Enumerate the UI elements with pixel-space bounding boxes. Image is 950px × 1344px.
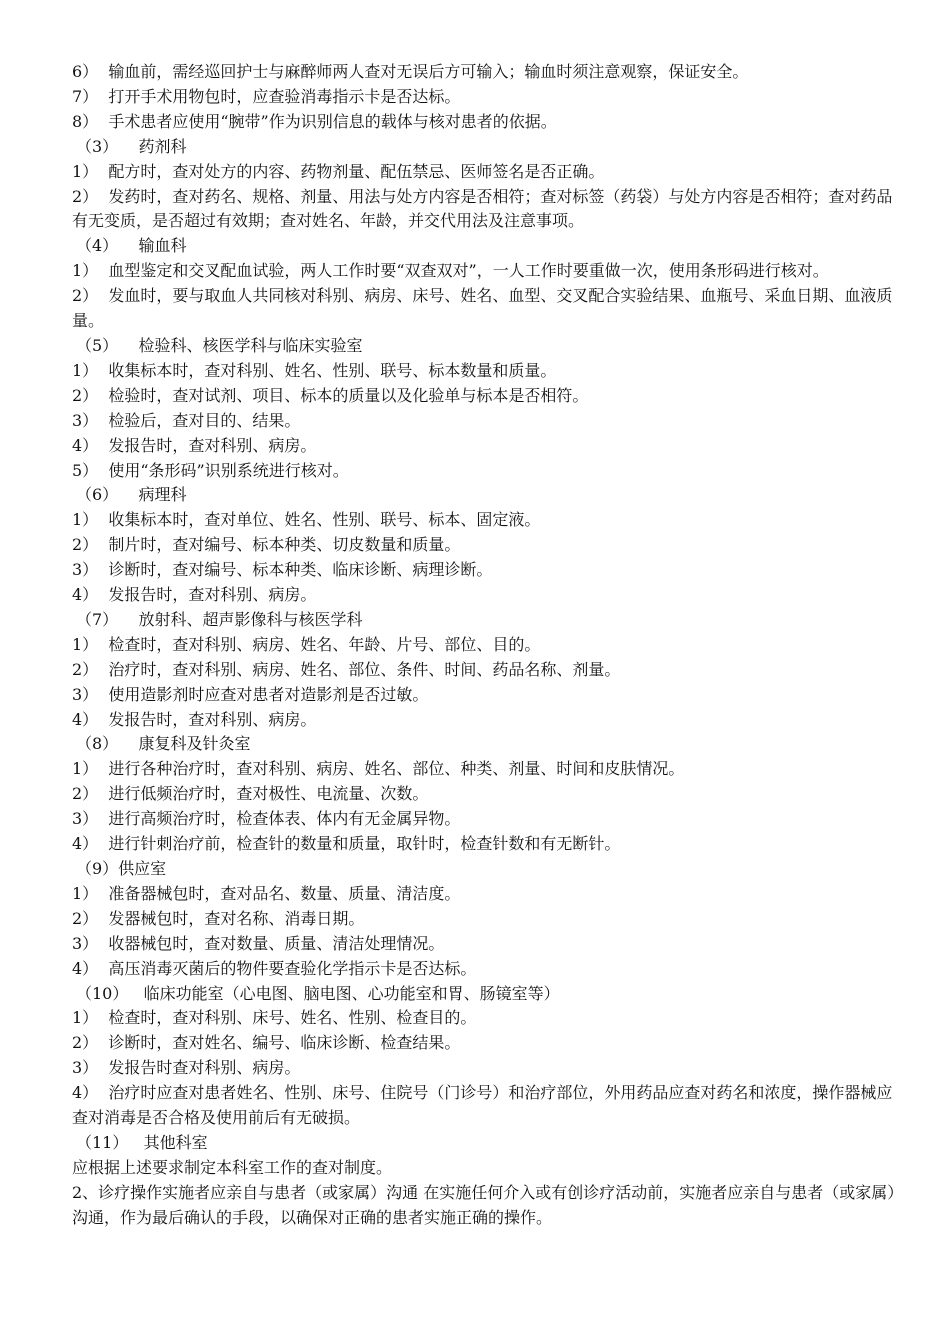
list-item: 2、诊疗操作实施者应亲自与患者（或家属）沟通 在实施任何介入或有创诊疗活动前，实施者应亲自与患者（或家属）沟通，作为最后确认的手段，以确保对正确的患者实施正确的操作。: [72, 1182, 896, 1227]
section-heading: （9）供应室: [76, 859, 167, 878]
list-item: 1） 进行各种治疗时，查对科别、病房、姓名、部位、种类、剂量、时间和皮肤情况。: [72, 759, 685, 779]
list-item: 1） 检查时，查对科别、病房、姓名、年龄、片号、部位、目的。: [72, 634, 541, 654]
list-item: 3） 诊断时，查对编号、标本种类、临床诊断、病理诊断。: [72, 560, 493, 580]
list-item: 应根据上述要求制定本科室工作的查对制度。: [72, 1157, 393, 1177]
list-item: 1） 血型鉴定和交叉配血试验，两人工作时要“双查双对”，一人工作时要重做一次，使用条形码进行核对。: [72, 261, 829, 281]
list-item: 4） 发报告时，查对科别、病房。: [72, 435, 317, 455]
list-item: 2） 检验时，查对试剂、项目、标本的质量以及化验单与标本是否相符。: [72, 385, 589, 405]
list-item: 1） 检查时，查对科别、床号、姓名、性别、检查目的。: [72, 1008, 477, 1028]
section-heading: （8） 康复科及针灸室: [76, 734, 251, 754]
section-heading: （7） 放射科、超声影像科与核医学科: [76, 609, 363, 629]
list-item: 1） 配方时，查对处方的内容、药物剂量、配伍禁忌、医师签名是否正确。: [72, 161, 605, 181]
list-item: 3） 使用造影剂时应查对患者对造影剂是否过敏。: [72, 684, 429, 704]
section-heading: （6） 病理科: [76, 485, 187, 505]
list-item: 3） 发报告时查对科别、病房。: [72, 1058, 301, 1078]
section-heading: （11） 其他科室: [76, 1132, 208, 1152]
list-item: 3） 进行高频治疗时，检查体表、体内有无金属异物。: [72, 809, 461, 829]
section-heading: （5） 检验科、核医学科与临床实验室: [76, 335, 363, 355]
section-heading: （4） 输血科: [76, 236, 187, 256]
list-item: 2） 发药时，查对药名、规格、剂量、用法与处方内容是否相符；查对标签（药袋）与处方内容是否相符；查对药品有无变质，是否超过有效期；查对姓名、年龄，并交代用法及注意事项。: [72, 186, 893, 231]
list-item: 2） 制片时，查对编号、标本种类、切皮数量和质量。: [72, 535, 461, 555]
section-heading: （10） 临床功能室（心电图、脑电图、心功能室和胃、肠镜室等）: [76, 983, 560, 1003]
list-item: 3） 收器械包时，查对数量、质量、清洁处理情况。: [72, 933, 445, 953]
list-item: 4） 发报告时，查对科别、病房。: [72, 585, 317, 605]
list-item: 2） 诊断时，查对姓名、编号、临床诊断、检查结果。: [72, 1033, 461, 1053]
list-item: 7） 打开手术用物包时，应查验消毒指示卡是否达标。: [72, 86, 461, 106]
list-item: 4） 高压消毒灭菌后的物件要查验化学指示卡是否达标。: [72, 958, 477, 978]
list-item: 4） 发报告时，查对科别、病房。: [72, 709, 317, 729]
list-item: 2） 治疗时，查对科别、病房、姓名、部位、条件、时间、药品名称、剂量。: [72, 659, 621, 679]
list-item: 1） 收集标本时，查对单位、姓名、性别、联号、标本、固定液。: [72, 510, 541, 530]
list-item: 6） 输血前，需经巡回护士与麻醉师两人查对无误后方可输入；输血时须注意观察，保证安全。: [72, 62, 749, 81]
list-item: 2） 进行低频治疗时，查对极性、电流量、次数。: [72, 784, 429, 804]
document-page: [54, 60, 896, 1231]
list-item: 3） 检验后，查对目的、结果。: [72, 410, 301, 430]
section-heading: （3） 药剂科: [76, 136, 187, 156]
list-item: 1） 收集标本时，查对科别、姓名、性别、联号、标本数量和质量。: [72, 360, 557, 380]
list-item: 8） 手术患者应使用“腕带”作为识别信息的载体与核对患者的依据。: [72, 111, 557, 131]
list-item: 1） 准备器械包时，查对品名、数量、质量、清洁度。: [72, 883, 461, 903]
list-item: 4） 治疗时应查对患者姓名、性别、床号、住院号（门诊号）和治疗部位，外用药品应查对药名和浓度，操作器械应查对消毒是否合格及使用前后有无破损。: [72, 1083, 893, 1128]
list-item: 2） 发器械包时，查对名称、消毒日期。: [72, 908, 365, 928]
list-item: 5） 使用“条形码”识别系统进行核对。: [72, 460, 349, 480]
list-item: 4） 进行针刺治疗前，检查针的数量和质量，取针时，检查针数和有无断针。: [72, 834, 621, 854]
list-item: 2） 发血时，要与取血人共同核对科别、病房、床号、姓名、血型、交叉配合实验结果、血瓶号、采血日期、血液质量。: [72, 286, 893, 331]
